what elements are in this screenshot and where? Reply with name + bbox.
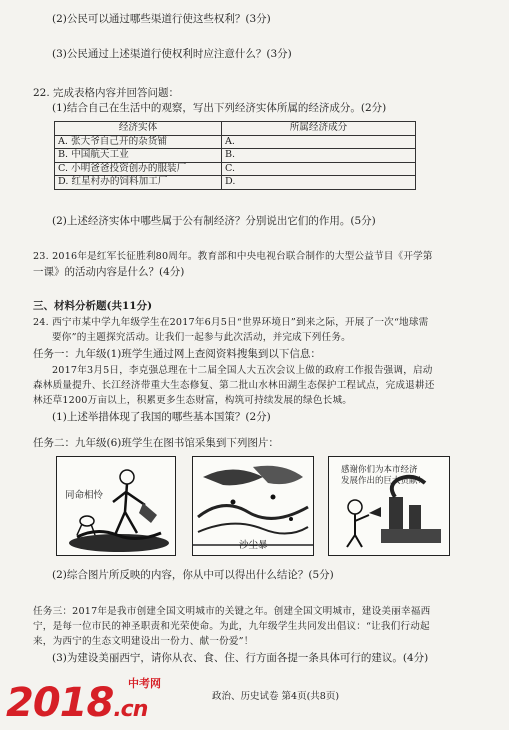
table-row bbox=[55, 149, 416, 163]
question-21-3: (3)公民通过上述渠道行使权利时应注意什么？(3分) bbox=[52, 48, 292, 60]
question-22-1: (1)结合自己在生活中的观察，写出下列经济实体所属的经济成分。(2分) bbox=[52, 102, 387, 114]
page-footer: 政治、历史试卷 第4页(共8页) bbox=[212, 691, 340, 702]
question-21-2: (2)公民可以通过哪些渠道行使这些权利？(3分) bbox=[52, 13, 271, 25]
question-24-1: (1)上述举措体现了我国的哪些基本国策？(2分) bbox=[52, 411, 271, 423]
cartoon-caption-line2: 发展作出的巨大贡献！ bbox=[341, 476, 427, 486]
material-line2: 森林质量提升、长江经济带重大生态修复、第二批山水林田湖生态保护工程试点，完成退耕还 bbox=[33, 380, 435, 391]
cartoon-caption: 沙尘暴 bbox=[239, 540, 268, 551]
question-24-line1: 24. 西宁市某中学九年级学生在2017年6月5日“世界环境日”到来之际，开展了一次“地球需 bbox=[33, 317, 429, 328]
table-cell: C. bbox=[222, 162, 416, 176]
drought-illustration bbox=[57, 457, 175, 555]
question-24-2: (2)综合图片所反映的内容，你从中可以得出什么结论？(5分) bbox=[52, 569, 334, 581]
table-header-row bbox=[55, 122, 416, 136]
section-title: 三、材料分析题(共11分) bbox=[33, 300, 153, 312]
watermark-logo bbox=[6, 677, 161, 730]
task-2-title: 任务二：九年级(6)班学生在图书馆采集到下列图片： bbox=[33, 437, 279, 449]
table-row bbox=[55, 176, 416, 190]
question-24-3: (3)为建设美丽西宁，请你从衣、食、住、行方面各提一条具体可行的建议。(4分) bbox=[52, 652, 429, 664]
table-cell: D. 红星村办的饲料加工厂 bbox=[55, 176, 222, 190]
question-23-line1: 23. 2016年是红军长征胜利80周年。教育部和中央电视台联合制作的大型公益节目《开学第 bbox=[33, 251, 433, 262]
question-22-title: 22. 完成表格内容并回答问题： bbox=[33, 87, 180, 99]
question-24-line2: 要你”的主题探究活动。让我们一起参与此次活动，并完成下列任务。 bbox=[52, 332, 351, 343]
cartoon-pollution bbox=[328, 456, 450, 556]
material-line3: 林还草1200万亩以上，积累更多生态财富，构筑可持续发展的绿色长城。 bbox=[33, 395, 353, 406]
logo-site-name: 中考网 bbox=[128, 677, 161, 690]
task-3-line3: 来，为西宁的生态文明建设出一份力、献一份爱”！ bbox=[33, 636, 254, 647]
economic-entity-table bbox=[54, 121, 416, 190]
table-cell: B. 中国航天工业 bbox=[55, 149, 222, 163]
cartoon-caption: 同命相怜 bbox=[65, 490, 104, 501]
table-cell: B. bbox=[222, 149, 416, 163]
table-header: 经济实体 bbox=[55, 122, 222, 136]
cartoon-sandstorm bbox=[192, 456, 314, 556]
logo-suffix: .cn bbox=[113, 697, 148, 722]
table-row bbox=[55, 135, 416, 149]
table-cell: A. bbox=[222, 135, 416, 149]
material-line1: 2017年3月5日，李克强总理在十二届全国人大五次会议上做的政府工作报告强调，启动 bbox=[52, 365, 433, 376]
logo-number: 2018 bbox=[6, 680, 114, 726]
table-row bbox=[55, 162, 416, 176]
question-22-2: (2)上述经济实体中哪些属于公有制经济？分别说出它们的作用。(5分) bbox=[52, 215, 376, 227]
table-cell: C. 小明爸爸投资创办的服装厂 bbox=[55, 162, 222, 176]
table-cell: D. bbox=[222, 176, 416, 190]
cartoon-caption-line1: 感谢你们为本市经济 bbox=[341, 465, 418, 475]
question-23-line2: 一课》的活动内容是什么？(4分) bbox=[33, 266, 185, 278]
task-1-title: 任务一：九年级(1)班学生通过网上查阅资料搜集到以下信息： bbox=[33, 348, 321, 360]
table-cell: A. 张大爷自己开的杂货铺 bbox=[55, 135, 222, 149]
table-header: 所属经济成分 bbox=[222, 122, 416, 136]
cartoon-drought bbox=[56, 456, 176, 556]
task-3-line2: 宁，是每一位市民的神圣职责和光荣使命。为此，九年级学生共同发出倡议：“让我们行动起 bbox=[33, 621, 430, 632]
task-3-line1: 任务三：2017年是我市创建全国文明城市的关键之年。创建全国文明城市，建设美丽幸福西 bbox=[33, 606, 431, 617]
